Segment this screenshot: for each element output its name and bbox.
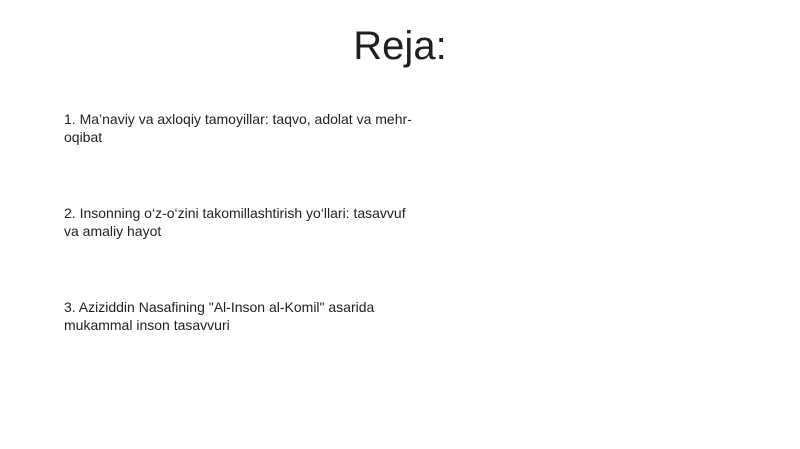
plan-item: 1. Ma’naviy va axloqiy tamoyillar: taqvo, adolat va mehr-oqibat	[64, 111, 412, 145]
slide-title: Reja:	[353, 24, 447, 68]
plan-item: 3. Aziziddin Nasafining "Al-Inson al-Komil" asarida mukammal inson tasavvuri	[64, 299, 375, 333]
plan-item: 2. Insonning o‘z-o‘zini takomillashtirish yo‘llari: tasavvuf va amaliy hayot	[64, 205, 406, 239]
